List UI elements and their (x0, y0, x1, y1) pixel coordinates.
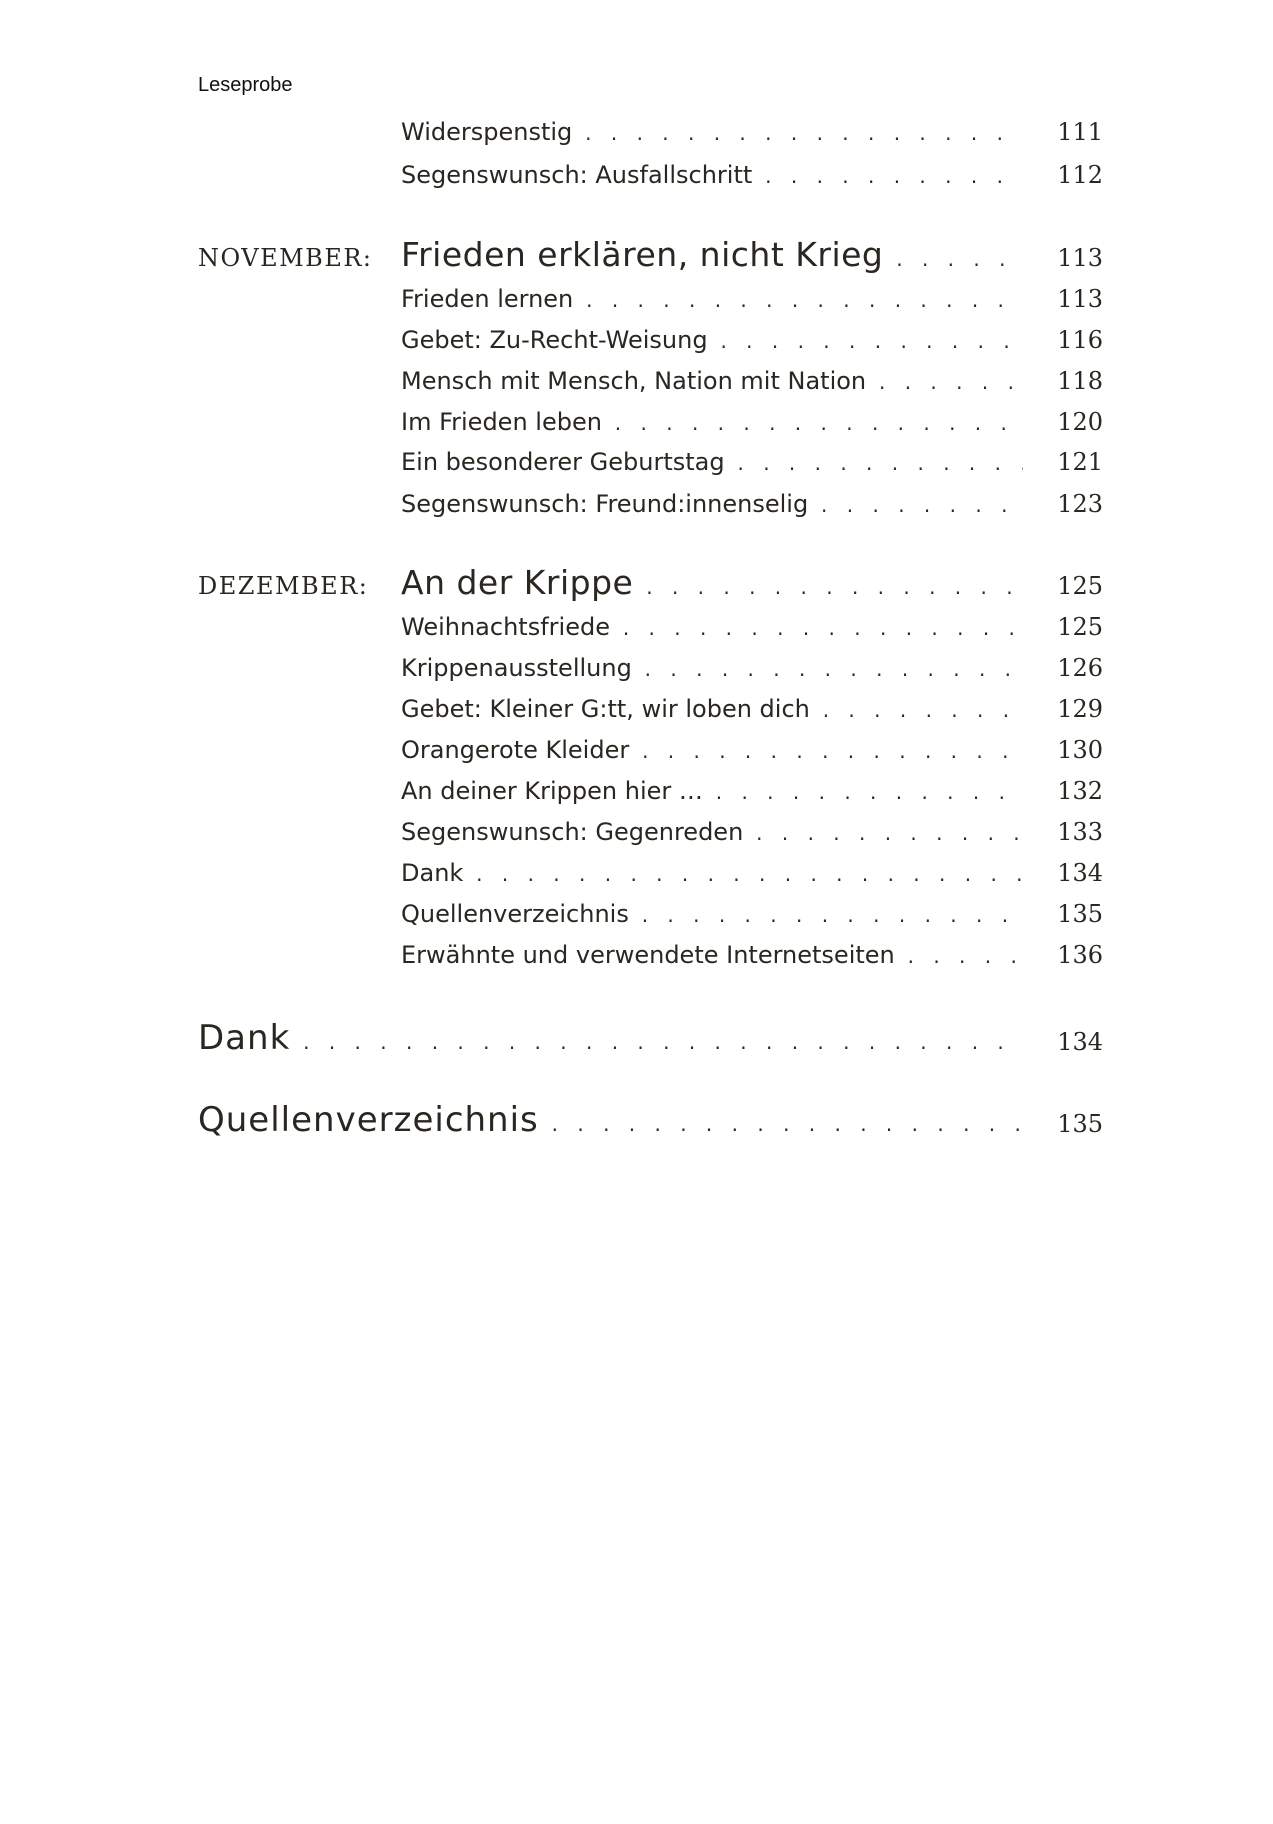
dot-leader (703, 777, 1023, 805)
toc-entry (198, 1100, 1103, 1144)
dot-leader (610, 613, 1023, 641)
toc-entry-title: Ein besonderer Geburtstag (401, 448, 725, 476)
toc-page-number: 134 (1057, 1028, 1103, 1056)
toc-entry (198, 563, 1103, 606)
toc-entry-title-wrap (401, 408, 1023, 436)
toc-month-label: DEZEMBER: (198, 572, 369, 600)
leseprobe-label: Leseprobe (198, 74, 293, 96)
toc-entry-title-wrap (401, 367, 1023, 395)
toc-entry-title: Krippenausstellung (401, 654, 632, 682)
dot-leader (895, 941, 1023, 969)
toc-entry-title: Mensch mit Mensch, Nation mit Nation (401, 367, 867, 395)
toc-page-number: 133 (1057, 818, 1103, 846)
toc-entry-title: Dank (198, 1018, 291, 1058)
toc-entry (198, 607, 1103, 647)
toc-entry-title: Segenswunsch: Ausfallschritt (401, 161, 753, 189)
toc-entry (198, 361, 1103, 401)
toc-entry (198, 320, 1103, 360)
toc-entry-title: An der Krippe (401, 563, 634, 602)
toc-page-number: 132 (1057, 777, 1103, 805)
toc-entry-title: Gebet: Zu-Recht-Weisung (401, 326, 708, 354)
toc-entry-title: Frieden lernen (401, 285, 574, 313)
toc-page-number: 112 (1057, 161, 1103, 189)
toc-entry-title-wrap (401, 448, 1023, 476)
toc-entry (198, 279, 1103, 319)
toc-entry (198, 235, 1103, 278)
toc-page-number: 116 (1057, 326, 1103, 354)
dot-leader (573, 285, 1023, 313)
dot-leader (743, 818, 1023, 846)
toc-page-number: 118 (1057, 367, 1103, 395)
toc-entry (198, 442, 1103, 482)
toc-entry-title: Quellenverzeichnis (198, 1100, 539, 1140)
toc-entry-title: Segenswunsch: Freund:innenselig (401, 490, 809, 518)
toc-page-number: 136 (1057, 941, 1103, 969)
dot-leader (725, 448, 1023, 476)
toc-page-number: 123 (1057, 490, 1103, 518)
toc-entry-title: An deiner Krippen hier … (401, 777, 703, 805)
toc-entry (198, 730, 1103, 770)
dot-leader (632, 654, 1023, 682)
toc-entry-title-wrap (401, 900, 1023, 928)
toc-entry-title-wrap (401, 613, 1023, 641)
dot-leader (866, 367, 1023, 395)
toc-entry-title-wrap (401, 235, 1023, 274)
toc-entry-title-wrap (401, 859, 1023, 887)
toc-page-number: 113 (1057, 285, 1103, 313)
toc-entry (198, 648, 1103, 688)
toc-entry (198, 1018, 1103, 1062)
toc-page-number: 130 (1057, 736, 1103, 764)
toc-entry-title: Erwähnte und verwendete Internetseiten (401, 941, 895, 969)
toc-entry-title: Widerspenstig (401, 118, 573, 146)
dot-leader (463, 859, 1023, 887)
toc-page-number: 135 (1057, 900, 1103, 928)
toc-page-number: 111 (1057, 118, 1103, 146)
toc-page-number: 134 (1057, 859, 1103, 887)
toc-page-number: 121 (1057, 448, 1103, 476)
toc-entry-title-wrap (401, 118, 1023, 146)
toc-page-number: 135 (1057, 1110, 1103, 1138)
toc-entry-title-wrap (401, 654, 1023, 682)
toc-entry-title-wrap (198, 1100, 1023, 1140)
toc-entry-title-wrap (401, 161, 1023, 189)
toc-entry (198, 935, 1103, 975)
toc-entry-title-wrap (401, 941, 1023, 969)
toc-entry (198, 402, 1103, 442)
toc-entry (198, 155, 1103, 195)
toc-page-number: 129 (1057, 695, 1103, 723)
toc-entry-title: Dank (401, 859, 464, 887)
toc-page-number: 126 (1057, 654, 1103, 682)
dot-leader (883, 235, 1023, 274)
dot-leader (808, 490, 1023, 518)
toc-entry (198, 853, 1103, 893)
dot-leader (810, 695, 1023, 723)
toc-entry-title: Quellenverzeichnis (401, 900, 629, 928)
toc-entry (198, 689, 1103, 729)
toc-entry-title: Orangerote Kleider (401, 736, 630, 764)
dot-leader (752, 161, 1023, 189)
toc-entry-title: Frieden erklären, nicht Krieg (401, 235, 884, 274)
toc-entry-title: Im Frieden leben (401, 408, 602, 436)
dot-leader (572, 118, 1023, 146)
toc-entry-title-wrap (198, 1018, 1023, 1058)
dot-leader (633, 563, 1023, 602)
toc-entry-title: Weihnachtsfriede (401, 613, 610, 641)
toc-entry (198, 771, 1103, 811)
dot-leader (708, 326, 1023, 354)
toc-entry-title-wrap (401, 736, 1023, 764)
dot-leader (290, 1018, 1023, 1058)
toc-entry-title-wrap (401, 490, 1023, 518)
toc-entry-title: Segenswunsch: Gegenreden (401, 818, 744, 846)
toc-entry (198, 484, 1103, 524)
toc-entry-title-wrap (401, 818, 1023, 846)
toc-entry (198, 812, 1103, 852)
toc-entry (198, 112, 1103, 152)
toc-entry-title-wrap (401, 285, 1023, 313)
toc-page-number: 125 (1057, 572, 1103, 600)
toc-page-number: 120 (1057, 408, 1103, 436)
dot-leader (629, 900, 1023, 928)
toc-entry-title-wrap (401, 695, 1023, 723)
dot-leader (629, 736, 1023, 764)
toc-entry (198, 894, 1103, 934)
dot-leader (539, 1100, 1023, 1140)
toc-entry-title-wrap (401, 777, 1023, 805)
toc-month-label: NOVEMBER: (198, 244, 373, 272)
toc-page-number: 113 (1057, 244, 1103, 272)
toc-entry-title-wrap (401, 563, 1023, 602)
toc-entry-title: Gebet: Kleiner G:tt, wir loben dich (401, 695, 810, 723)
dot-leader (602, 408, 1023, 436)
toc-entry-title-wrap (401, 326, 1023, 354)
toc-page-number: 125 (1057, 613, 1103, 641)
